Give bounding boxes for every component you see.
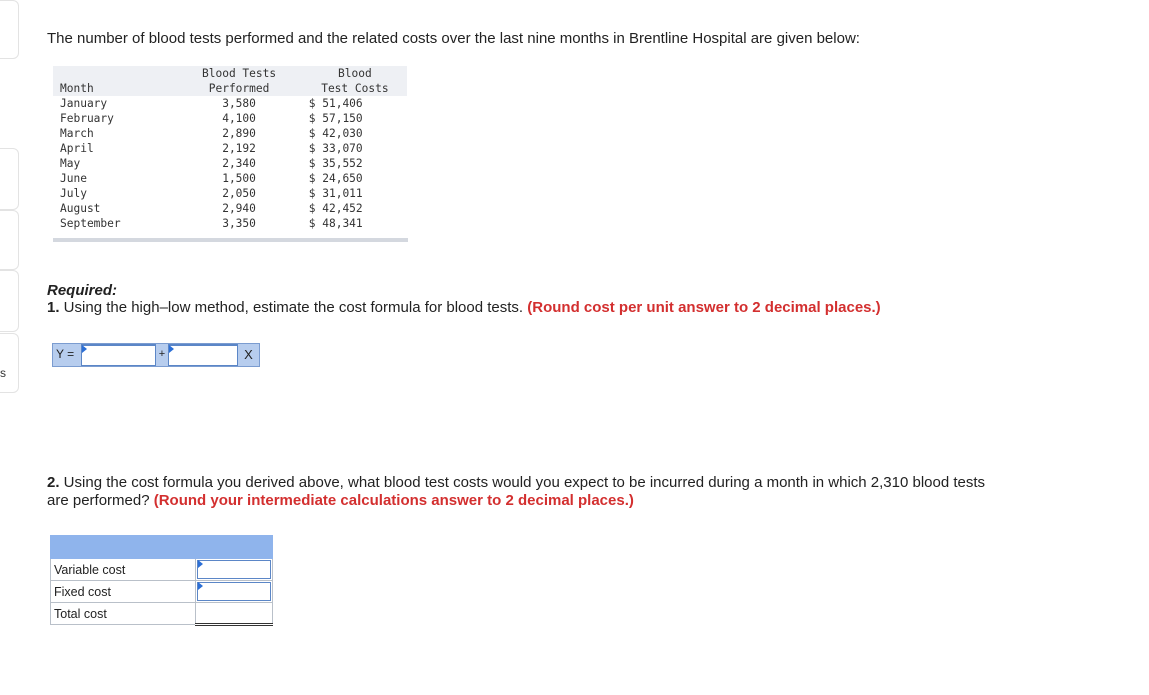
input-marker-icon [82,345,87,353]
blood-test-data-table [53,66,407,231]
left-rail [0,0,20,695]
month-cell: February [60,112,114,125]
table-header-row-2 [53,81,407,96]
rail-letter: s [0,366,6,380]
tests-cell: 2,940 [222,202,256,215]
month-cell: August [60,202,101,215]
total-cost-cell [196,603,273,625]
table-row [51,603,273,625]
tests-cell: 4,100 [222,112,256,125]
header-cell [196,536,273,559]
cost-cell: $ 42,030 [308,127,363,140]
cost-cell: $ 48,341 [308,217,363,230]
rail-tab[interactable] [0,333,19,393]
tests-cell: 2,340 [222,157,256,170]
question-1 [47,299,881,316]
table-row [53,96,407,111]
question-2-text: Using the cost formula you derived above, what blood test costs would you expect to be incurred during a month in which 2,310 blood tests are performed? [47,474,986,509]
expected-cost-table [50,535,273,626]
header-tests-line1: Blood Tests [202,67,277,80]
table-row [53,216,407,231]
table-row [51,581,273,603]
month-cell: July [60,187,87,200]
input-marker-icon [198,560,203,568]
question-2 [47,474,1007,510]
x-label: X [238,344,259,366]
variable-cost-input[interactable] [197,560,271,579]
cost-cell: $ 33,070 [308,142,363,155]
intro-text: The number of blood tests performed and the related costs over the last nine months in Brentline Hospital are given below: [47,30,860,47]
variable-rate-input[interactable] [168,344,238,366]
total-cost-label: Total cost [51,603,196,625]
cost-cell: $ 35,552 [308,157,363,170]
cost-cell: $ 31,011 [308,187,363,200]
table-row [53,126,407,141]
rail-tab[interactable] [0,270,19,332]
table-row [53,111,407,126]
cost-cell: $ 24,650 [308,172,363,185]
table-row [53,171,407,186]
table-bottom-bar [53,238,408,242]
tests-cell: 3,580 [222,97,256,110]
input-marker-icon [198,582,203,590]
question-2-note: (Round your intermediate calculations answer to 2 decimal places.) [153,492,634,509]
table-row [53,141,407,156]
month-cell: April [60,142,94,155]
table-header-row-1 [53,66,407,81]
header-tests-line2: Performed [208,82,270,95]
table-row [53,201,407,216]
table-row [51,559,273,581]
table-row [53,156,407,171]
month-cell: January [60,97,108,110]
input-marker-icon [169,345,174,353]
required-label: Required: [47,282,118,299]
month-cell: March [60,127,94,140]
plus-label: + [156,344,168,366]
question-2-number: 2. [47,474,60,491]
variable-cost-label: Variable cost [51,559,196,581]
fixed-cost-cell [196,581,273,603]
y-equals-label: Y = [53,344,81,366]
month-cell: May [60,157,81,170]
cost-cell: $ 42,452 [308,202,363,215]
tests-cell: 1,500 [222,172,256,185]
variable-cost-cell [196,559,273,581]
header-cost-line1: Blood [338,67,372,80]
question-1-note: (Round cost per unit answer to 2 decimal places.) [527,299,881,316]
header-cell [51,536,196,559]
question-1-number: 1. [47,299,60,316]
header-month: Month [60,82,94,95]
cost-table-header [51,536,273,559]
rail-tab[interactable] [0,210,19,270]
tests-cell: 2,192 [222,142,256,155]
fixed-cost-label: Fixed cost [51,581,196,603]
tests-cell: 2,050 [222,187,256,200]
header-cost-line2: Test Costs [321,82,389,95]
cost-cell: $ 51,406 [308,97,363,110]
question-1-text: Using the high–low method, estimate the cost formula for blood tests. [59,299,528,316]
month-cell: September [60,217,121,230]
cost-formula-row [52,343,260,367]
fixed-cost-input[interactable] [81,344,156,366]
tests-cell: 2,890 [222,127,256,140]
month-cell: June [60,172,87,185]
cost-cell: $ 57,150 [308,112,363,125]
rail-tab[interactable] [0,148,19,210]
rail-tab[interactable] [0,0,19,59]
tests-cell: 3,350 [222,217,256,230]
fixed-cost-answer-input[interactable] [197,582,271,601]
table-row [53,186,407,201]
header-blank [53,66,175,81]
